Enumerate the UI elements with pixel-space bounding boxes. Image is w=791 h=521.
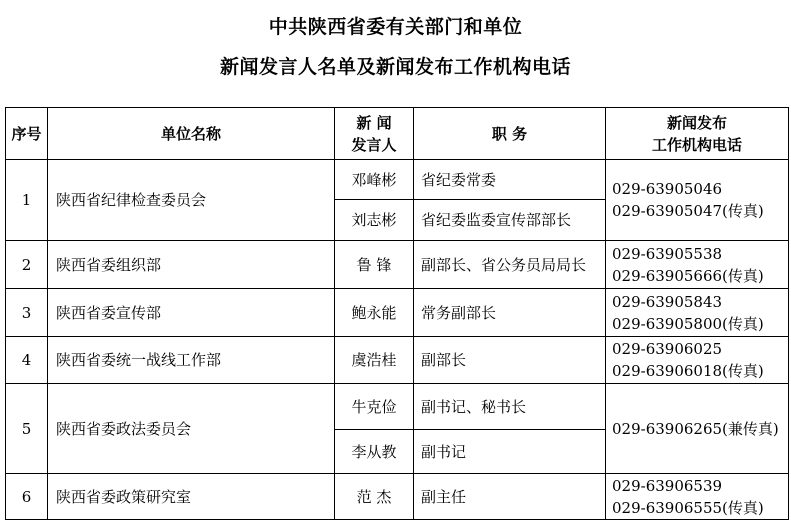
- header-tel-line2: 工作机构电话: [651, 135, 742, 154]
- table-row: [6, 289, 789, 337]
- unit-name: 陕西省委宣传部: [48, 289, 335, 337]
- spokesperson-name: 刘志彬: [335, 200, 414, 241]
- table-row: [6, 384, 789, 430]
- spokesperson-table: [5, 107, 789, 520]
- row-number: 6: [6, 474, 48, 520]
- fax-number: 029-63906018(传真): [612, 362, 764, 380]
- table-row: [6, 160, 789, 200]
- phone-number: 029-63906539: [612, 476, 723, 495]
- row-number: 5: [6, 384, 48, 474]
- table-row: [6, 337, 789, 384]
- table-header-row: [6, 108, 789, 160]
- header-unit: 单位名称: [48, 108, 335, 160]
- table-row: [6, 241, 789, 289]
- contact-phone: [606, 384, 789, 474]
- fax-number: 029-63905666(传真): [612, 266, 764, 285]
- spokesperson-role: 副部长、省公务员局局长: [414, 241, 606, 289]
- row-number: 2: [6, 241, 48, 289]
- contact-phone: [606, 337, 789, 384]
- header-no: 序号: [6, 108, 48, 160]
- fax-number: 029-63906555(传真): [612, 498, 764, 517]
- header-spokesperson-line1: 新 闻: [356, 113, 392, 132]
- phone-fax-number: 029-63906265(兼传真): [612, 419, 779, 438]
- fax-number: 029-63905047(传真): [612, 202, 764, 220]
- phone-number: 029-63905538: [612, 244, 723, 263]
- fax-number: 029-63905800(传真): [612, 314, 764, 333]
- header-spokesperson: [335, 108, 414, 160]
- row-number: 1: [6, 160, 48, 241]
- spokesperson-name: 鲁 锋: [335, 241, 414, 289]
- unit-name: 陕西省委政法委员会: [48, 384, 335, 474]
- phone-number: 029-63905843: [612, 292, 723, 311]
- header-spokesperson-line2: 发言人: [351, 135, 397, 154]
- spokesperson-role: 省纪委监委宣传部部长: [414, 200, 606, 241]
- spokesperson-role: 副书记: [414, 430, 606, 474]
- row-number: 4: [6, 337, 48, 384]
- unit-name: 陕西省纪律检查委员会: [48, 160, 335, 241]
- page-title: 中共陕西省委有关部门和单位: [268, 16, 523, 38]
- spokesperson-name: 范 杰: [335, 474, 414, 520]
- spokesperson-role: 常务副部长: [414, 289, 606, 337]
- row-number: 3: [6, 289, 48, 337]
- spokesperson-name: 邓峰彬: [335, 160, 414, 200]
- spokesperson-name: 牛克俭: [335, 384, 414, 430]
- unit-name: 陕西省委组织部: [48, 241, 335, 289]
- contact-phone: [606, 474, 789, 520]
- contact-phone: [606, 160, 789, 241]
- spokesperson-role: 省纪委常委: [414, 160, 606, 200]
- unit-name: 陕西省委政策研究室: [48, 474, 335, 520]
- phone-number: 029-63906025: [612, 340, 723, 358]
- spokesperson-name: 鲍永能: [335, 289, 414, 337]
- table-row: [6, 474, 789, 520]
- spokesperson-role: 副主任: [414, 474, 606, 520]
- spokesperson-role: 副书记、秘书长: [414, 384, 606, 430]
- header-tel-line1: 新闻发布: [666, 113, 727, 132]
- page-subtitle: 新闻发言人名单及新闻发布工作机构电话: [219, 56, 571, 78]
- spokesperson-role: 副部长: [414, 337, 606, 384]
- phone-number: 029-63905046: [612, 180, 723, 198]
- spokesperson-name: 李从教: [335, 430, 414, 474]
- header-tel: [606, 108, 789, 160]
- contact-phone: [606, 241, 789, 289]
- spokesperson-name: 虞浩桂: [335, 337, 414, 384]
- contact-phone: [606, 289, 789, 337]
- header-role: 职 务: [414, 108, 606, 160]
- unit-name: 陕西省委统一战线工作部: [48, 337, 335, 384]
